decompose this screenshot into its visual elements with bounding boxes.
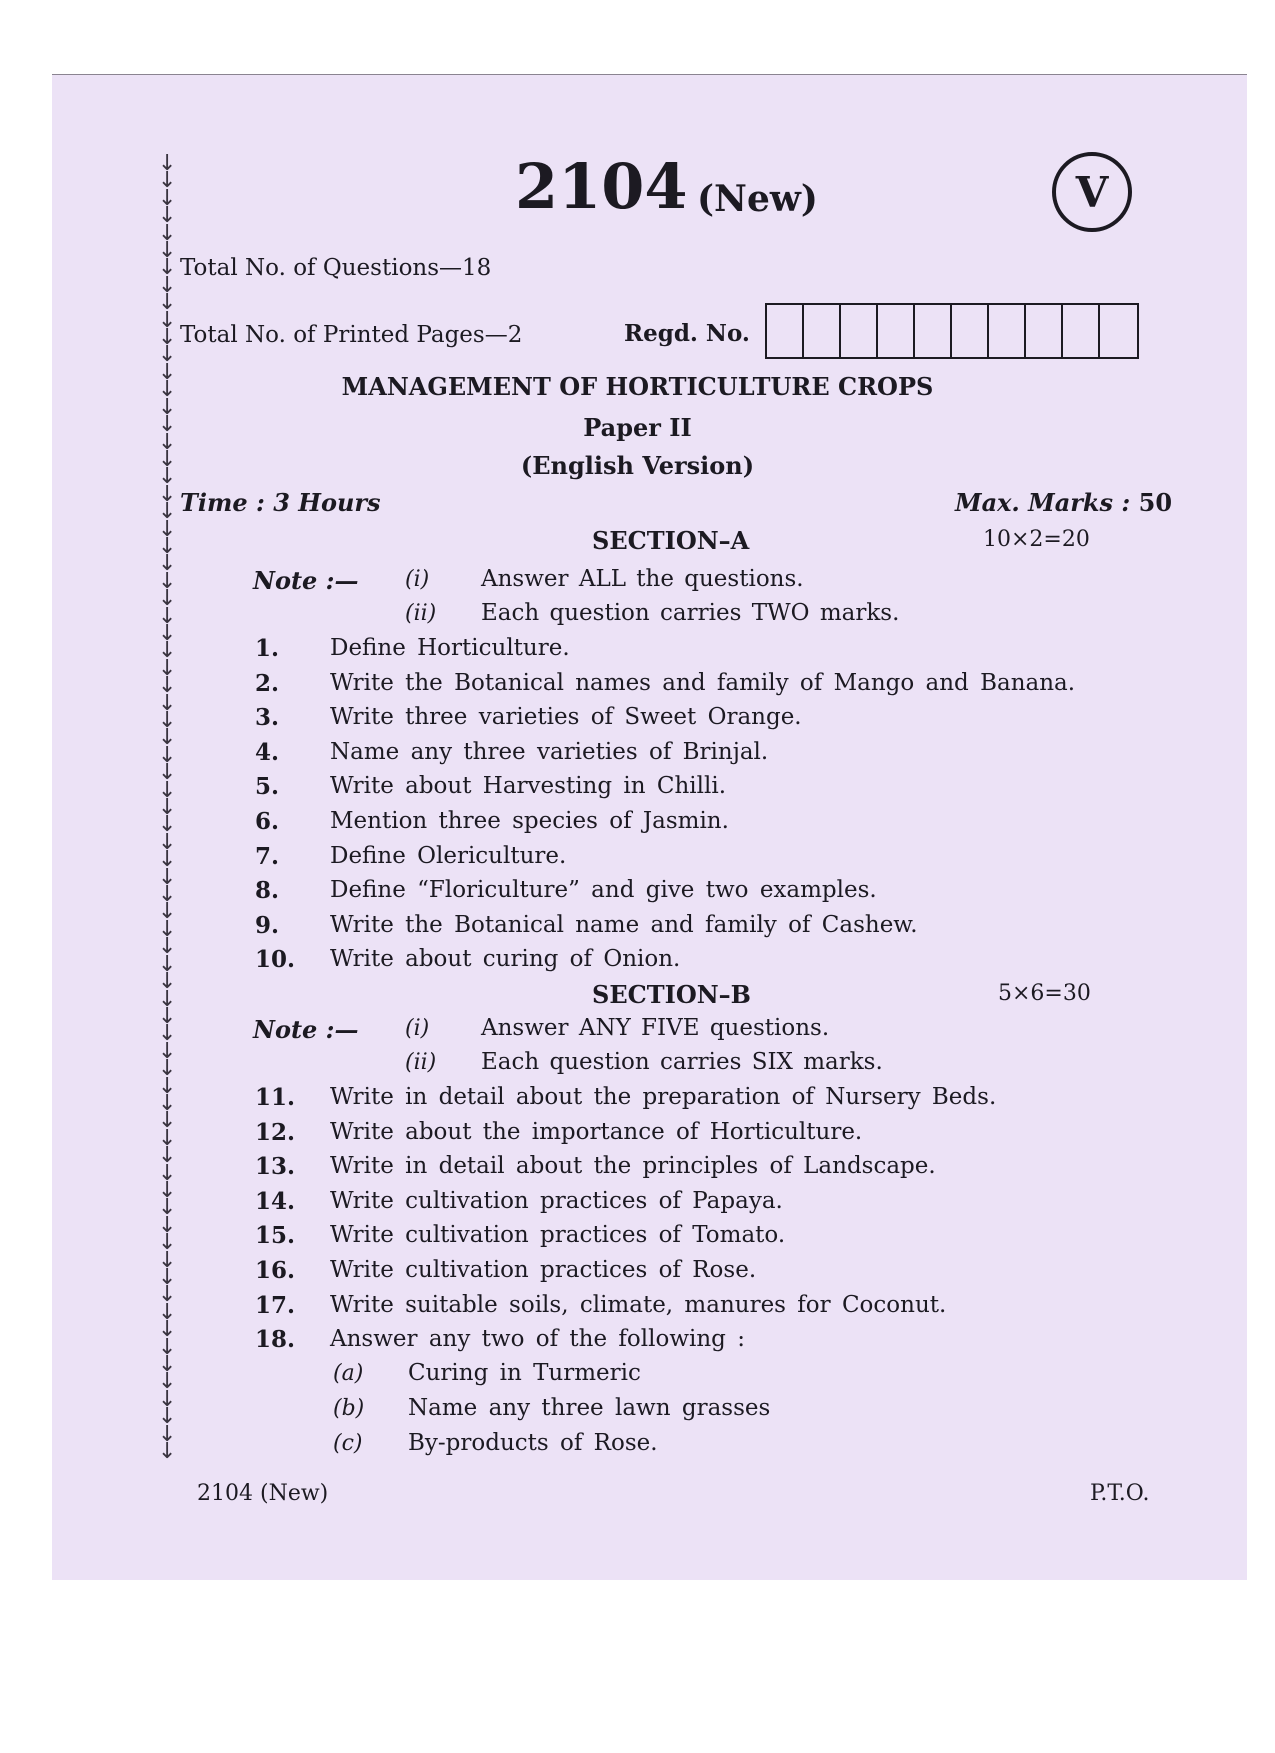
question-text: Write in detail about the principles of Landscape. [330,1153,936,1180]
section-b-note-label: Note :— [253,1015,359,1044]
question-number: 6. [255,808,280,835]
question-number: 7. [255,842,280,870]
sub-item-text: Curing in Turmeric [408,1360,641,1386]
note-number: (i) [405,1016,430,1041]
question-text: Define Olericulture. [330,842,567,869]
paper-code-suffix: (New) [697,178,818,220]
regd-digit-box[interactable] [915,305,952,357]
section-a-note-label: Note :— [253,566,359,595]
question-number: 4. [255,738,280,766]
note-number: (ii) [405,1050,437,1075]
note-number: (ii) [405,601,437,626]
sub-item-letter: (a) [333,1361,364,1386]
question-text: Write suitable soils, climate, manures for Coconut. [330,1291,947,1318]
regd-label: Regd. No. [624,320,750,347]
total-pages: Total No. of Printed Pages—2 [180,322,523,348]
question-number: 12. [255,1118,296,1146]
sub-item-letter: (c) [333,1431,363,1456]
sub-item-text: Name any three lawn grasses [408,1395,771,1421]
question-number: 11. [255,1084,296,1111]
subject-title: MANAGEMENT OF HORTICULTURE CROPS [341,372,934,401]
question-text: Define Horticulture. [330,635,570,661]
version-badge: V [1052,152,1132,232]
question-number: 9. [255,911,280,939]
note-text: Each question carries TWO marks. [481,600,900,626]
question-number: 1. [255,635,280,662]
section-b-scheme: 5×6=30 [998,981,1091,1006]
regd-digit-box[interactable] [1100,305,1137,357]
question-text: Answer any two of the following : [330,1326,745,1353]
question-text: Write the Botanical name and family of Cashew. [330,911,918,938]
question-number: 10. [255,946,296,974]
question-text: Write about curing of Onion. [330,946,681,973]
section-a-scheme: 10×2=20 [983,527,1090,552]
question-text: Write cultivation practices of Papaya. [330,1187,783,1214]
question-number: 3. [255,704,280,732]
regd-digit-box[interactable] [841,305,878,357]
paper-code: 2104 [515,150,688,223]
paper-number: Paper II [583,413,692,442]
total-questions: Total No. of Questions—18 [180,255,492,281]
question-number: 18. [255,1326,296,1354]
regd-digit-box[interactable] [952,305,989,357]
time-limit: Time : 3 Hours [180,488,381,517]
question-number: 15. [255,1222,296,1250]
question-text: Name any three varieties of Brinjal. [330,738,769,765]
regd-digit-box[interactable] [767,305,804,357]
question-text: Write the Botanical names and family of Mango and Banana. [330,669,1076,696]
question-text: Write in detail about the preparation of Nursery Beds. [330,1084,997,1110]
sub-item-letter: (b) [333,1396,365,1421]
question-number: 2. [255,669,280,697]
regd-number-boxes[interactable] [765,303,1139,359]
sub-item-text: By-products of Rose. [408,1430,658,1456]
question-number: 17. [255,1291,296,1319]
regd-digit-box[interactable] [1063,305,1100,357]
note-number: (i) [405,567,430,592]
section-a-heading: SECTION–A [592,526,750,555]
regd-digit-box[interactable] [804,305,841,357]
max-marks [955,488,1172,517]
question-number: 16. [255,1257,296,1284]
regd-digit-box[interactable] [878,305,915,357]
regd-digit-box[interactable] [989,305,1026,357]
note-text: Answer ALL the questions. [481,566,804,592]
margin-arrows: ↓ ↓ ↓ ↓ ↓ ↓ ↓ ↓ ↓ ↓ ↓ ↓ ↓ ↓ ↓ ↓ ↓ ↓ ↓ ↓ ↓ ↓ ↓ ↓ ↓ ↓ ↓ ↓ ↓ ↓ ↓ ↓ ↓ ↓ ↓ ↓ ↓ ↓ ↓ ↓ ↓ ↓ ↓ ↓ ↓ ↓ ↓ ↓ ↓ ↓ ↓ ↓ ↓ ↓ ↓ ↓ ↓ ↓ ↓ ↓ ↓ ↓ ↓ ↓ ↓ ↓ ↓ ↓ ↓ ↓ ↓ ↓ ↓ ↓ ↓ [158,151,177,1465]
question-number: 5. [255,773,280,801]
note-text: Answer ANY FIVE questions. [481,1015,830,1041]
footer-pto: P.T.O. [1090,1481,1150,1506]
question-number: 14. [255,1187,296,1215]
max-marks-label: Max. Marks : [955,488,1131,517]
question-number: 13. [255,1153,296,1181]
regd-digit-box[interactable] [1026,305,1063,357]
question-text: Write about Harvesting in Chilli. [330,773,727,800]
section-b-heading: SECTION–B [592,980,751,1009]
max-marks-value: 50 [1138,488,1173,517]
footer-code: 2104 (New) [197,1481,329,1506]
question-text: Write about the importance of Horticulture. [330,1118,863,1145]
question-text: Write three varieties of Sweet Orange. [330,704,802,731]
question-number: 8. [255,877,280,905]
question-text: Write cultivation practices of Tomato. [330,1222,786,1249]
question-text: Define “Floriculture” and give two examples. [330,877,877,904]
language-version: (English Version) [520,451,755,480]
note-text: Each question carries SIX marks. [481,1049,883,1075]
question-text: Write cultivation practices of Rose. [330,1257,757,1283]
question-text: Mention three species of Jasmin. [330,808,729,834]
